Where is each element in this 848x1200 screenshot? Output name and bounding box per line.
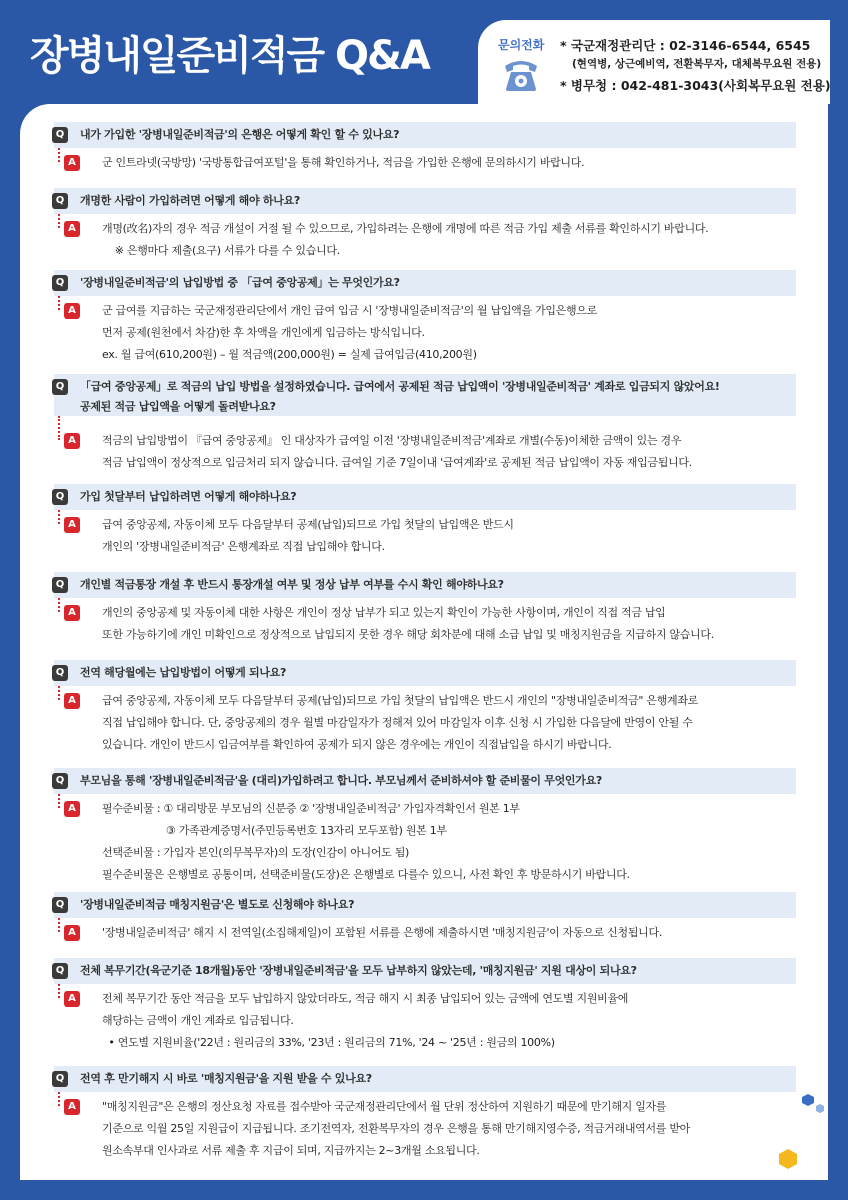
answer-line: "매칭지원금"은 은행의 정산요청 자료를 접수받아 국군재정관리단에서 월 단위 정산하여 지원하기 때문에 만기해지 일자를: [102, 1100, 667, 1113]
phone-icon: [502, 58, 540, 92]
answer-line: 군 인트라넷(국방망) '국방통합급여포털'을 통해 확인하거나, 적금을 가입한 은행에 문의하시기 바랍니다.: [102, 156, 585, 169]
question-badge: Q: [52, 1071, 68, 1087]
answer-badge: A: [64, 991, 80, 1007]
qa-card: [20, 104, 828, 1180]
question-text: '장병내일준비적금'의 납입방법 중 「급여 중앙공제」는 무엇인가요?: [80, 276, 400, 289]
question-badge: Q: [52, 193, 68, 209]
question-text: 공제된 적금 납입액을 어떻게 돌려받나요?: [80, 400, 276, 413]
answer-text: [102, 988, 628, 1054]
answer-connector: [58, 148, 62, 162]
question-text: 전역 해당월에는 납입방법이 어떻게 되나요?: [80, 666, 287, 679]
answer-text: [102, 602, 714, 646]
question-text: 내가 가입한 '장병내일준비적금'의 은행은 어떻게 확인 할 수 있나요?: [80, 128, 400, 141]
question-badge: Q: [52, 665, 68, 681]
answer-badge: A: [64, 303, 80, 319]
answer-connector: [58, 918, 62, 932]
answer-line: ③ 가족관계증명서(주민등록번호 13자리 모두포함) 원본 1부: [102, 824, 447, 837]
answer-line: 있습니다. 개인이 반드시 입금여부를 확인하여 공제가 되지 않은 경우에는 개인이 직접납입을 하시기 바랍니다.: [102, 738, 612, 751]
answer-badge: A: [64, 221, 80, 237]
answer-connector: [58, 598, 62, 612]
answer-text: [102, 300, 597, 366]
answer-badge: A: [64, 801, 80, 817]
answer-line: 먼저 공제(원천에서 차감)한 후 차액을 개인에게 입금하는 방식입니다.: [102, 326, 425, 339]
answer-badge: A: [64, 693, 80, 709]
answer-line: 해당하는 금액이 개인 계좌로 입금됩니다.: [102, 1014, 294, 1027]
question-text: 가입 첫달부터 납입하려면 어떻게 해야하나요?: [80, 490, 297, 503]
question-text: 개명한 사람이 가입하려면 어떻게 해야 하나요?: [80, 194, 300, 207]
contact-box: [478, 20, 830, 104]
answer-text: [102, 218, 708, 262]
answer-line: 군 급여를 지급하는 국군재정관리단에서 개인 급여 입금 시 '장병내일준비적금'의 월 납입액을 가입은행으로: [102, 304, 597, 317]
answer-line: 적금 납입액이 정상적으로 입금처리 되지 않습니다. 급여일 기준 7일이내 '급여계좌'로 공제된 적금 납입액이 자동 재입금됩니다.: [102, 456, 692, 469]
question-badge: Q: [52, 773, 68, 789]
decorative-hexagons: [800, 1092, 828, 1132]
answer-line: 선택준비물 : 가입자 본인(의무복무자)의 도장(인감이 아니어도 됨): [102, 846, 410, 859]
question-text: 전체 복무기간(육군기준 18개월)동안 '장병내일준비적금'을 모두 납부하지 않았는데, '매칭지원금' 지원 대상이 되나요?: [80, 964, 637, 977]
question-badge: Q: [52, 379, 68, 395]
question-badge: Q: [52, 577, 68, 593]
answer-connector: [58, 296, 62, 310]
contact-line-finance-scope: (현역병, 상근예비역, 전환복무자, 대체복무요원 전용): [572, 58, 822, 70]
answer-line: ※ 은행마다 제출(요구) 서류가 다를 수 있습니다.: [102, 244, 340, 257]
contact-line-finance: * 국군재정관리단 : 02-3146-6544, 6545: [560, 38, 811, 53]
answer-connector: [58, 794, 62, 808]
answer-text: [102, 152, 584, 174]
answer-line: 필수준비물은 은행별로 공통이며, 선택준비물(도장)은 은행별로 다를수 있으니, 사전 확인 후 방문하시기 바랍니다.: [102, 868, 630, 881]
answer-line: 개인의 '장병내일준비적금' 은행계좌로 직접 납입해야 합니다.: [102, 540, 385, 553]
answer-line: 개인의 중앙공제 및 자동이체 대한 사항은 개인이 정상 납부가 되고 있는지 확인이 가능한 사항이며, 개인이 직접 적금 납입: [102, 606, 666, 619]
question-text: 「급여 중앙공제」로 적금의 납입 방법을 설정하였습니다. 급여에서 공제된 적금 납입액이 '장병내일준비적금' 계좌로 입금되지 않았어요!: [80, 380, 720, 393]
question-badge: Q: [52, 127, 68, 143]
question-text: 개인별 적금통장 개설 후 반드시 통장개설 여부 및 정상 납부 여부를 수시 확인 해야하나요?: [80, 578, 504, 591]
answer-connector: [58, 686, 62, 700]
decorative-hexagon-yellow: [778, 1148, 798, 1170]
answer-badge: A: [64, 517, 80, 533]
question-badge: Q: [52, 897, 68, 913]
answer-line: '장병내일준비적금' 해지 시 전역일(소집해제일)이 포함된 서류를 은행에 제출하시면 '매칭지원금'이 자동으로 신청됩니다.: [102, 926, 663, 939]
answer-badge: A: [64, 925, 80, 941]
answer-badge: A: [64, 433, 80, 449]
question-badge: Q: [52, 275, 68, 291]
answer-line: 적금의 납입방법이 『급여 중앙공제』 인 대상자가 급여일 이전 '장병내일준비적금'계좌로 개별(수동)이체한 금액이 있는 경우: [102, 434, 682, 447]
answer-line: • 연도별 지원비율('22년 : 원리금의 33%, '23년 : 원리금의 71%, '24 ~ '25년 : 원금의 100%): [102, 1036, 555, 1049]
answer-text: [102, 1096, 690, 1162]
answer-connector: [58, 1092, 62, 1106]
answer-text: [102, 690, 698, 756]
answer-line: 급여 중앙공제, 자동이체 모두 다음달부터 공제(납입)되므로 가입 첫달의 납입액은 반드시: [102, 518, 514, 531]
answer-badge: A: [64, 605, 80, 621]
answer-text: [102, 798, 630, 886]
answer-line: 직접 납입해야 합니다. 단, 중앙공제의 경우 월별 마감일자가 정해져 있어 마감일자 이후 신청 시 가입한 다음달에 반영이 안될 수: [102, 716, 693, 729]
contact-line-mma: * 병무청 : 042-481-3043(사회복무요원 전용): [560, 78, 831, 93]
question-text: 전역 후 만기해지 시 바로 '매칭지원금'을 지원 받을 수 있나요?: [80, 1072, 372, 1085]
answer-text: [102, 922, 662, 944]
question-badge: Q: [52, 489, 68, 505]
answer-connector: [58, 510, 62, 524]
answer-connector: [58, 984, 62, 998]
answer-line: 전체 복무기간 동안 적금을 모두 납입하지 않았더라도, 적금 해지 시 최종 납입되어 있는 금액에 연도별 지원비율에: [102, 992, 629, 1005]
answer-text: [102, 430, 692, 474]
answer-line: 필수준비물 : ① 대리방문 부모님의 신분증 ② '장병내일준비적금' 가입자격확인서 원본 1부: [102, 802, 520, 815]
answer-line: 기준으로 익월 25일 지원급이 지급됩니다. 조기전역자, 전환복무자의 경우 은행을 통해 만기해지영수증, 적금거래내역서를 받아: [102, 1122, 690, 1135]
answer-text: [102, 514, 514, 558]
answer-connector: [58, 214, 62, 228]
answer-line: 급여 중앙공제, 자동이체 모두 다음달부터 공제(납입)되므로 가입 첫달의 납입액은 반드시 개인의 "장병내일준비적금" 은행계좌로: [102, 694, 699, 707]
question-text: 부모님을 통해 '장병내일준비적금'을 (대리)가입하려고 합니다. 부모님께서 준비하셔야 할 준비물이 무엇인가요?: [80, 774, 602, 787]
question-badge: Q: [52, 963, 68, 979]
page-title: 장병내일준비적금 Q&A: [30, 33, 429, 79]
answer-line: 원소속부대 인사과로 서류 제출 후 지급이 되며, 지급까지는 2~3개월 소요됩니다.: [102, 1144, 480, 1157]
answer-line: 또한 가능하기에 개인 미확인으로 정상적으로 납입되지 못한 경우 해당 회차분에 대해 소급 납입 및 매칭지원금을 지급하지 않습니다.: [102, 628, 714, 641]
answer-line: 개명(改名)자의 경우 적금 개설이 거절 될 수 있으므로, 가입하려는 은행에 개명에 따른 적금 가입 제출 서류를 확인하시기 바랍니다.: [102, 222, 709, 235]
answer-badge: A: [64, 155, 80, 171]
question-text: '장병내일준비적금 매칭지원금'은 별도로 신청해야 하나요?: [80, 898, 355, 911]
answer-connector: [58, 416, 62, 440]
contact-label: 문의전화: [498, 38, 545, 52]
answer-badge: A: [64, 1099, 80, 1115]
answer-line: ex. 월 급여(610,200원) – 월 적금액(200,000원) = 실제 급여입금(410,200원): [102, 348, 477, 361]
